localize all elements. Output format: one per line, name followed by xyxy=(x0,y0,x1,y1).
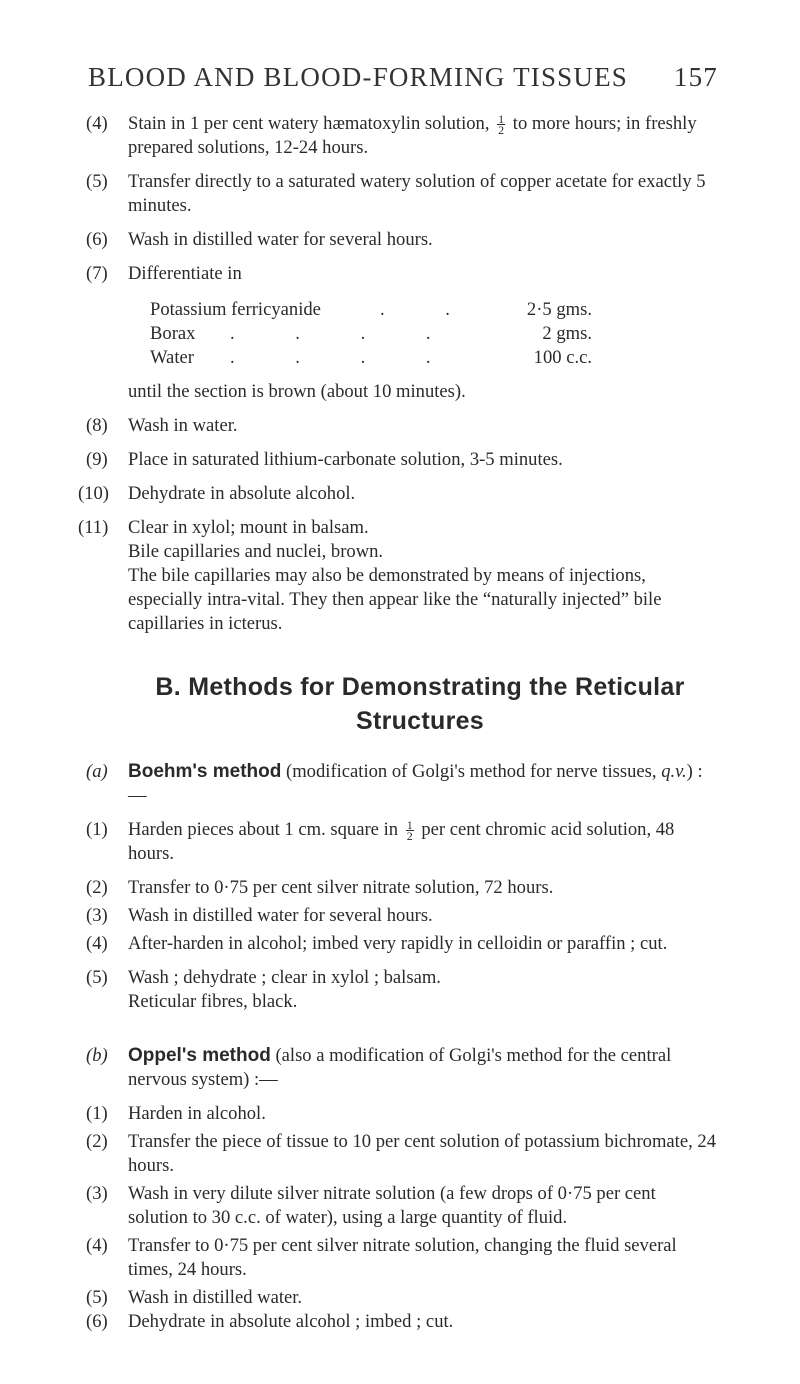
step-text: Place in saturated lithium-carbonate solution, 3-5 minutes. xyxy=(128,449,563,470)
step-number: (1) xyxy=(86,819,108,840)
step-text: Differentiate in xyxy=(128,263,242,284)
boehm-step-1 xyxy=(0,818,800,866)
fraction-half: $\frac{1}{2}$ xyxy=(498,112,505,138)
step-number: (3) xyxy=(86,1183,108,1204)
step-text: Transfer to 0·75 per cent silver nitrate solution, changing the fluid several times, 24 hours. xyxy=(128,1235,677,1280)
recipe-amount: 2 gms. xyxy=(542,323,592,344)
step-text: Transfer the piece of tissue to 10 per cent solution of potassium bichromate, 24 hours. xyxy=(128,1131,716,1176)
recipe-ingredient: Borax xyxy=(150,323,196,344)
step-number: (10) xyxy=(78,483,109,504)
boehm-step-3 xyxy=(0,904,800,928)
boehm-step-5 xyxy=(0,966,800,990)
boehm-step-2 xyxy=(0,876,800,900)
step-number: (4) xyxy=(86,1235,108,1256)
oppel-step-1 xyxy=(0,1102,800,1126)
method-name: Boehm's method xyxy=(128,761,282,782)
step-4 xyxy=(0,112,800,160)
recipe-leader: . . . . xyxy=(230,347,459,368)
section-heading-line: B. Methods for Demonstrating the Reticular xyxy=(155,673,685,701)
step-number: (11) xyxy=(78,517,109,538)
step-text: After-harden in alcohol; imbed very rapidly in celloidin or paraffin ; cut. xyxy=(128,933,668,954)
recipe-row xyxy=(150,298,670,322)
oppel-step-5 xyxy=(0,1286,800,1310)
recipe-ingredient: Potassium ferricyanide xyxy=(150,299,321,320)
step-7 xyxy=(0,262,800,286)
recipe-leader: . . . . xyxy=(230,323,459,344)
step-number: (4) xyxy=(86,933,108,954)
page-number: 157 xyxy=(673,62,718,92)
step-text: Wash in distilled water for several hours. xyxy=(128,229,433,250)
note-paragraph: The bile capillaries may also be demonstrated by means of injections, especially intra-vital. They then appear like the “naturally injected” bile capillaries in icterus. xyxy=(128,565,662,634)
method-qv: q.v. xyxy=(661,761,687,782)
recipe-row xyxy=(150,322,670,346)
result-text: Reticular fibres, black. xyxy=(128,991,298,1012)
method-desc: (modification of Golgi's method for nerve tissues, xyxy=(281,761,662,782)
oppel-step-3 xyxy=(0,1182,800,1230)
step-text: Transfer to 0·75 per cent silver nitrate solution, 72 hours. xyxy=(128,877,554,898)
method-a-heading xyxy=(0,760,800,808)
step-text: Clear in xylol; mount in balsam. xyxy=(128,517,369,538)
step-text: Harden pieces about 1 cm. square in xyxy=(128,819,403,840)
step-number: (6) xyxy=(86,229,108,250)
step-number: (4) xyxy=(86,113,108,134)
step-number: (9) xyxy=(86,449,108,470)
method-name: Oppel's method xyxy=(128,1045,271,1066)
step-text: Transfer directly to a saturated watery solution of copper acetate for exactly 5 minutes. xyxy=(128,171,706,216)
section-heading-line: Structures xyxy=(355,707,485,735)
step-text: Stain in 1 per cent watery hæmatoxylin solution, xyxy=(128,113,495,134)
recipe-table xyxy=(0,298,800,370)
step-11 xyxy=(0,516,800,540)
step-number: (5) xyxy=(86,1287,108,1308)
step-number: (3) xyxy=(86,905,108,926)
step-text-cont: per cent chromic acid solution, 48 hours. xyxy=(128,819,675,864)
body-text xyxy=(0,112,800,1334)
method-b-heading xyxy=(0,1044,800,1092)
recipe-row xyxy=(150,346,670,370)
method-desc: (also a modification of Golgi's method for the central nervous system) :— xyxy=(128,1045,672,1090)
oppel-step-2 xyxy=(0,1130,800,1178)
step-text: Wash in distilled water for several hours. xyxy=(128,905,433,926)
step-number: (5) xyxy=(86,171,108,192)
step-number: (2) xyxy=(86,877,108,898)
method-desc-end: ) :— xyxy=(128,761,703,806)
step-text: Dehydrate in absolute alcohol ; imbed ; cut. xyxy=(128,1311,454,1332)
method-letter: (a) xyxy=(86,761,108,782)
recipe-amount: 2·5 gms. xyxy=(526,299,592,320)
step-text: Wash ; dehydrate ; clear in xylol ; balsam. xyxy=(128,967,441,988)
step-number: (1) xyxy=(86,1103,108,1124)
recipe-after-text: until the section is brown (about 10 minutes). xyxy=(128,381,466,402)
boehm-step-4 xyxy=(0,932,800,956)
fraction-half: $\frac{1}{2}$ xyxy=(406,818,413,844)
step-number: (6) xyxy=(86,1311,108,1332)
oppel-step-6 xyxy=(0,1310,800,1334)
step-10 xyxy=(0,482,800,506)
step-text: Wash in distilled water. xyxy=(128,1287,303,1308)
step-number: (8) xyxy=(86,415,108,436)
oppel-step-4 xyxy=(0,1234,800,1282)
step-text: Harden in alcohol. xyxy=(128,1103,266,1124)
step-number: (7) xyxy=(86,263,108,284)
recipe-amount: 100 c.c. xyxy=(533,347,592,368)
recipe-ingredient: Water xyxy=(150,347,194,368)
running-head-title: BLOOD AND BLOOD-FORMING TISSUES xyxy=(88,62,628,92)
recipe-leader: . . xyxy=(380,299,478,320)
result-text: Bile capillaries and nuclei, brown. xyxy=(128,541,384,562)
step-5 xyxy=(0,170,800,218)
step-text: Wash in water. xyxy=(128,415,238,436)
step-9 xyxy=(0,448,800,472)
step-number: (5) xyxy=(86,967,108,988)
step-6 xyxy=(0,228,800,252)
method-letter: (b) xyxy=(86,1045,108,1066)
section-heading xyxy=(0,670,800,738)
step-8 xyxy=(0,414,800,438)
step-text: Wash in very dilute silver nitrate solution (a few drops of 0·75 per cent solution to 30 c.c. of water), using a large quantity of fluid. xyxy=(128,1183,656,1228)
step-number: (2) xyxy=(86,1131,108,1152)
step-text: Dehydrate in absolute alcohol. xyxy=(128,483,356,504)
step-text-cont: to more hours; in freshly prepared solutions, 12-24 hours. xyxy=(128,113,697,158)
